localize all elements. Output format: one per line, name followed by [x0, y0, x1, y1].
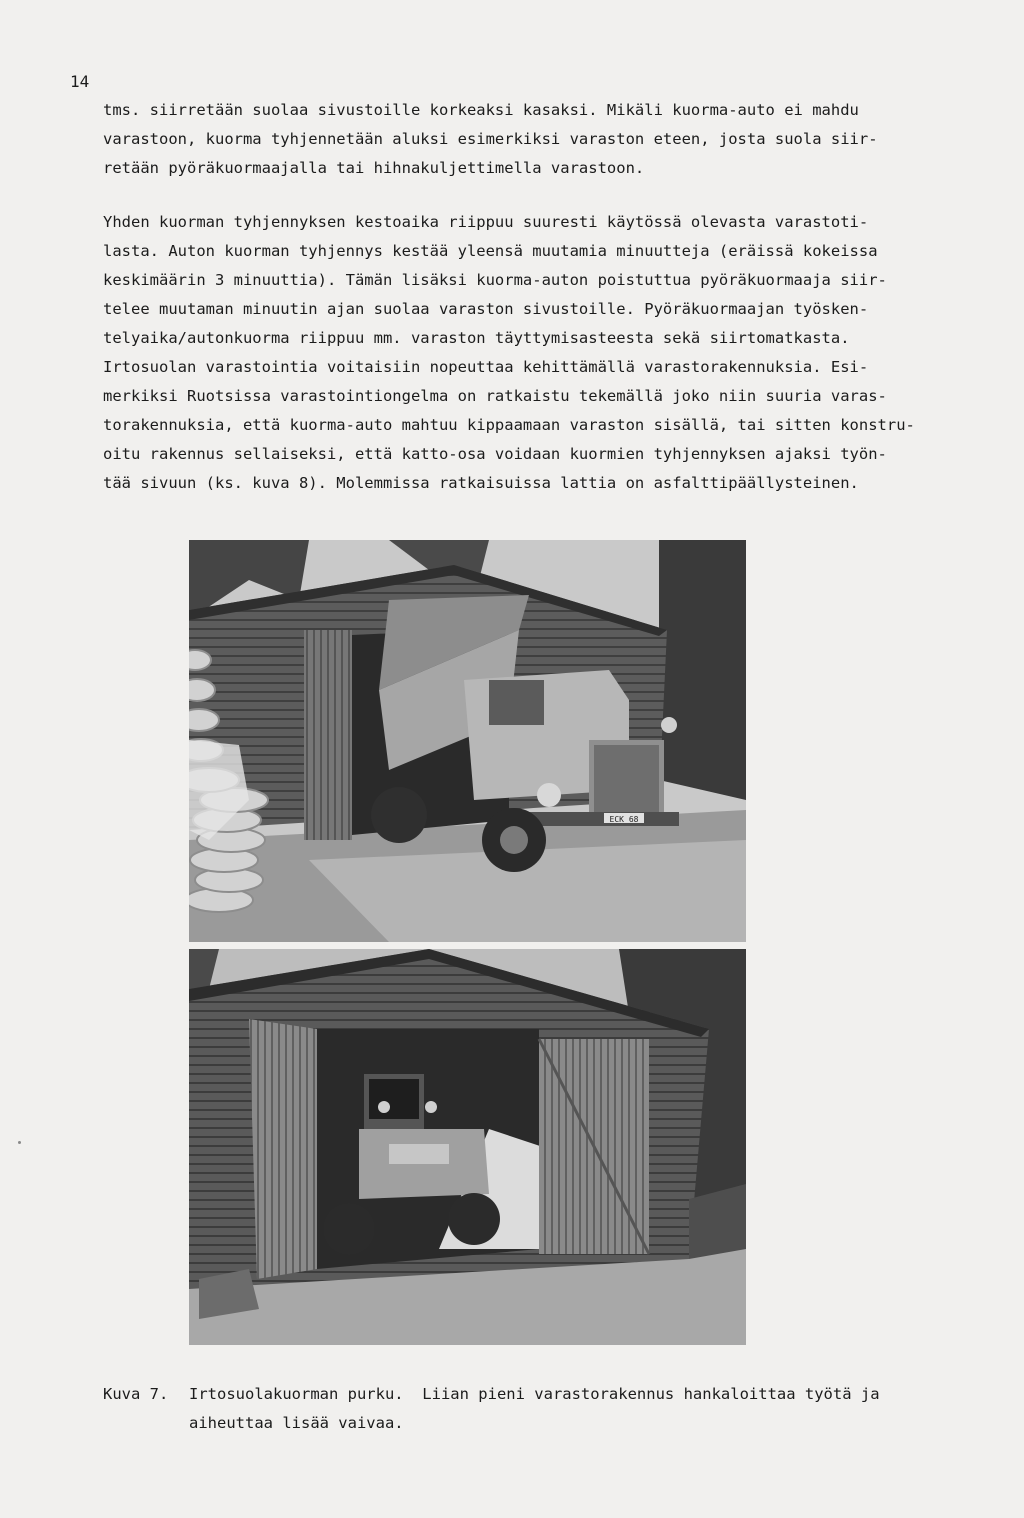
paragraph-1 — [103, 96, 943, 183]
paragraph-line: lasta. Auton kuorman tyhjennys kestää yleensä muutamia minuutteja (eräissä kokeissa — [103, 242, 878, 260]
paragraph-line: merkiksi Ruotsissa varastointiongelma on ratkaistu tekemällä joko niin suuria varas- — [103, 387, 887, 405]
scan-speck — [18, 1141, 21, 1144]
caption-text — [189, 1380, 949, 1438]
paragraph-line: telyaika/autonkuorma riippuu mm. varaston täyttymisasteesta sekä siirtomatkasta. — [103, 329, 850, 347]
caption-line: Irtosuolakuorman purku. Liian pieni varastorakennus hankaloittaa työtä ja — [189, 1385, 880, 1403]
paragraph-line: Yhden kuorman tyhjennyksen kestoaika riippuu suuresti käytössä olevasta varastoti- — [103, 213, 869, 231]
photo-truck-unloading-image — [189, 540, 746, 942]
paragraph-line: tms. siirretään suolaa sivustoille korkeaksi kasaksi. Mikäli kuorma-auto ei mahdu — [103, 101, 859, 119]
paragraph-line: telee muutaman minuutin ajan suolaa varaston sivustoille. Pyöräkuormaajan työsken- — [103, 300, 869, 318]
page-number: 14 — [70, 72, 90, 91]
paragraph-line: Irtosuolan varastointia voitaisiin nopeuttaa kehittämällä varastorakennuksia. Esi- — [103, 358, 869, 376]
paragraph-line: retään pyöräkuormaajalla tai hihnakuljettimella varastoon. — [103, 159, 645, 177]
photo-wheel-loader — [189, 949, 746, 1345]
photo-wheel-loader-image — [189, 949, 746, 1345]
paragraph-2 — [103, 208, 943, 498]
paragraph-line: keskimäärin 3 minuuttia). Tämän lisäksi kuorma-auton poistuttua pyöräkuormaaja siir- — [103, 271, 887, 289]
paragraph-line: varastoon, kuorma tyhjennetään aluksi esimerkiksi varaston eteen, josta suola siir- — [103, 130, 878, 148]
photo-truck-unloading — [189, 540, 746, 942]
paragraph-line: oitu rakennus sellaiseksi, että katto-osa voidaan kuormien tyhjennyksen ajaksi työn- — [103, 445, 887, 463]
caption-line: aiheuttaa lisää vaivaa. — [189, 1414, 404, 1432]
license-plate-text: ECK 68 — [609, 815, 639, 824]
paragraph-line: torakennuksia, että kuorma-auto mahtuu kippaamaan varaston sisällä, tai sitten konstru- — [103, 416, 915, 434]
caption-label: Kuva 7. — [103, 1385, 169, 1403]
paragraph-line: tää sivuun (ks. kuva 8). Molemmissa ratkaisuissa lattia on asfalttipäällysteinen. — [103, 474, 859, 492]
